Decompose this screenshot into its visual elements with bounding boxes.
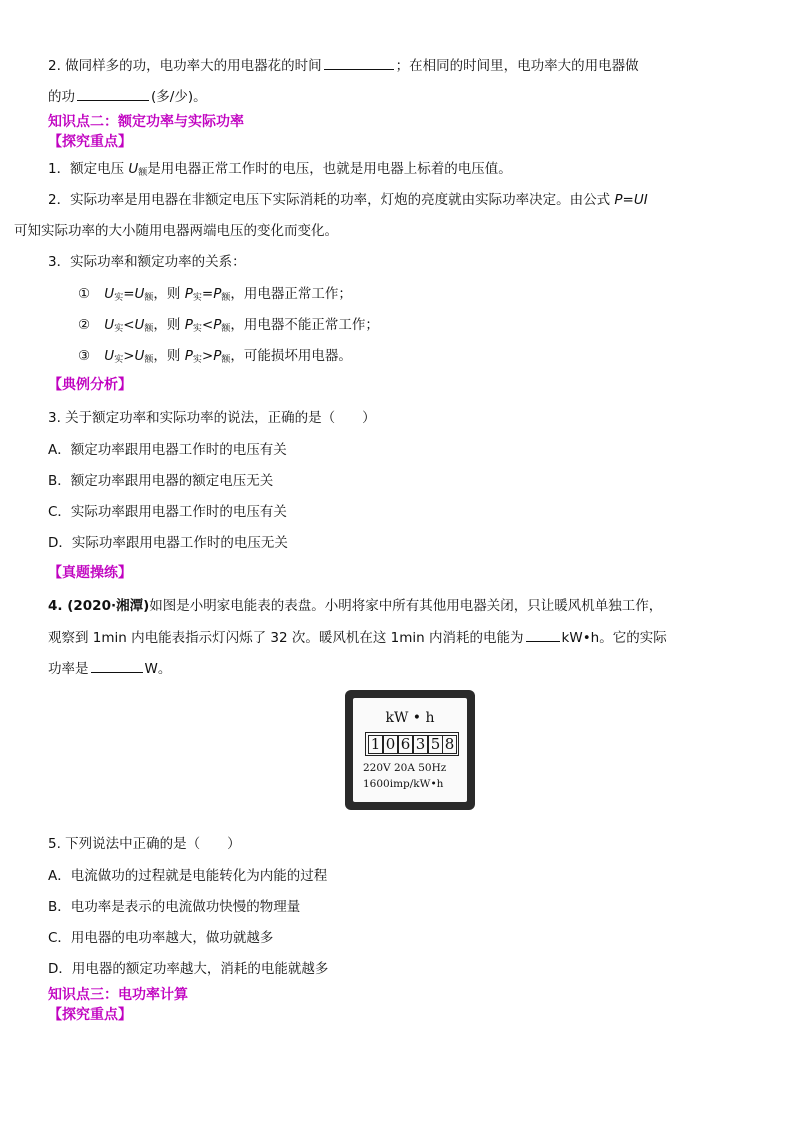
section2-title: 知识点二：额定功率与实际功率 [48,114,244,130]
point-2-line2: 可知实际功率的大小随用电器两端电压的变化而变化。 [14,223,338,239]
q3-option-a[interactable]: A．额定功率跟用电器工作时的电压有关 [48,442,287,458]
meter-digit: 6 [398,735,413,754]
point-3: 3．实际功率和额定功率的关系： [48,254,246,270]
q3-stem: 3. 关于额定功率和实际功率的说法，正确的是（ ） [48,410,376,426]
meter-digit: 8 [442,735,457,754]
answer-blank[interactable] [91,658,143,673]
q3-option-c[interactable]: C．实际功率跟用电器工作时的电压有关 [48,504,287,520]
meter-counter [365,732,459,756]
point-1: 1．额定电压 $U_额$是用电器正常工作时的电压，也就是用电器上标着的电压值。 [48,161,512,178]
q5-stem: 5. 下列说法中正确的是（ ） [48,836,241,852]
answer-blank[interactable] [77,86,149,101]
explore-heading-2: 【探究重点】 [48,1007,132,1023]
point-2-line1: 2．实际功率是用电器在非额定电压下实际消耗的功率，灯炮的亮度就由实际功率决定。由公式 P=UI [48,192,648,208]
meter-digit: 0 [383,735,398,754]
q2-line1: 2. 做同样多的功，电功率大的用电器花的时间 ；在相同的时间里，电功率大的用电器做 [48,55,639,76]
meter-digit: 3 [413,735,428,754]
q3-option-d[interactable]: D．实际功率跟用电器工作时的电压无关 [48,535,288,551]
answer-blank[interactable] [526,627,560,642]
electricity-meter-image [345,690,475,810]
meter-spec-rating: 220V 20A 50Hz [363,762,447,774]
meter-spec-constant: 1600imp/kW•h [363,778,444,790]
q4-line3: 功率是 W。 [48,658,171,679]
q3-option-b[interactable]: B．额定功率跟用电器的额定电压无关 [48,473,274,489]
q4-line1: 4. (2020·湘潭)如图是小明家电能表的表盘。小明将家中所有其他用电器关闭，只让暖风机单独工作， [48,598,663,614]
q2-line2: 的功 (多/少)。 [48,86,207,107]
meter-unit: kW • h [385,710,435,726]
meter-face [353,698,467,802]
meter-digit: 1 [368,735,383,754]
explore-heading: 【探究重点】 [48,134,132,150]
practice-heading: 【真题操练】 [48,565,132,581]
meter-digit: 5 [428,735,443,754]
q5-option-d[interactable]: D．用电器的额定功率越大，消耗的电能就越多 [48,961,329,977]
relation-row: ② $U_实<U_额$，则 $P_实<P_额$，用电器不能正常工作； [78,317,379,334]
relation-row: ① $U_实=U_额$，则 $P_实=P_额$，用电器正常工作； [78,286,352,303]
section3-title: 知识点三：电功率计算 [48,987,188,1003]
q5-option-a[interactable]: A．电流做功的过程就是电能转化为内能的过程 [48,868,328,884]
q4-line2: 观察到 1min 内电能表指示灯闪烁了 32 次。暖风机在这 1min 内消耗的电能为 kW•h。它的实际 [48,627,667,648]
q5-option-b[interactable]: B．电功率是表示的电流做功快慢的物理量 [48,899,301,915]
relation-row: ③ $U_实>U_额$，则 $P_实>P_额$，可能损坏用电器。 [78,348,352,365]
q5-option-c[interactable]: C．用电器的电功率越大，做功就越多 [48,930,274,946]
example-heading: 【典例分析】 [48,377,132,393]
answer-blank[interactable] [324,55,394,70]
